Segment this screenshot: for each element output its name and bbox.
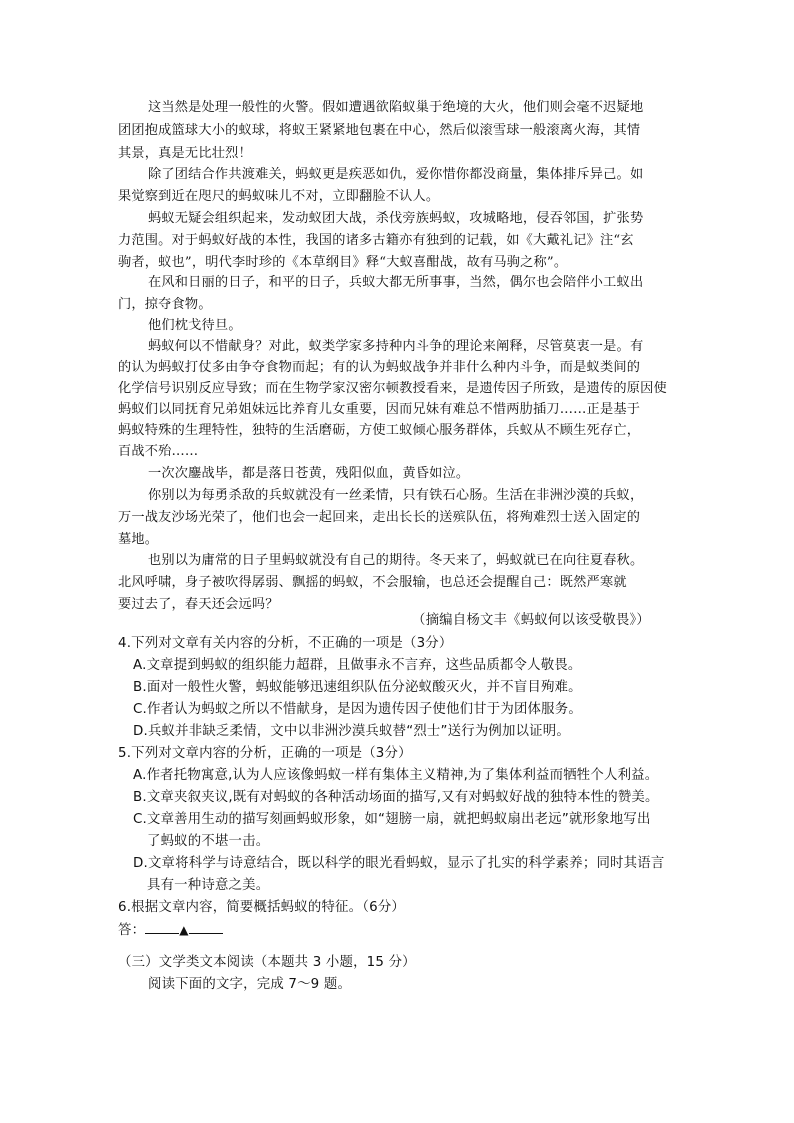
passage-line: 蚂蚁无疑会组织起来，发动蚁团大战，杀伐旁族蚂蚁，攻城略地，侵吞邻国，扩张势 (148, 211, 644, 226)
question-4-option-b: B.面对一般性火警，蚂蚁能够迅速组织队伍分泌蚁酸灭火，并不盲目殉难。 (133, 680, 582, 695)
question-5-stem: 5.下列对文章内容的分析，正确的一项是（3分） (118, 746, 412, 761)
passage-line: 也别以为庸常的日子里蚂蚁就没有自己的期待。冬天来了，蚂蚁就已在向往夏春秋。 (148, 553, 644, 568)
passage-line: 蚂蚁特殊的生理特性，独特的生活磨砺，方使工蚁倾心服务群体，兵蚁从不顾生死存亡， (118, 423, 641, 438)
passage-line: 百战不殆…… (118, 444, 199, 459)
passage-line: 在风和日丽的日子，和平的日子，兵蚁大都无所事事，当然，偶尔也会陪伴小工蚁出 (148, 275, 644, 290)
passage-line: 除了团结合作共渡难关，蚂蚁更是疾恶如仇，爱你惜你都没商量，集体排斥异己。如 (148, 167, 644, 182)
passage-line: 这当然是处理一般性的火警。假如遭遇欲陷蚁巢于绝境的大火，他们则会毫不迟疑地 (148, 100, 644, 115)
question-6-stem: 6.根据文章内容，简要概括蚂蚁的特征。（6分） (118, 900, 406, 915)
passage-line: 门，掠夺食物。 (118, 297, 212, 312)
passage-line: 果觉察到近在咫尺的蚂蚁味儿不对，立即翻脸不认人。 (118, 189, 440, 204)
question-4-option-a: A.文章提到蚂蚁的组织能力超群，且做事永不言弃，这些品质都令人敬畏。 (133, 658, 582, 673)
answer-blank-right[interactable] (189, 921, 223, 934)
question-5-option-c: C.文章善用生动的描写刻画蚂蚁形象，如“翅膀一扇，就把蚂蚁扇出老远”就形象地写出 (133, 812, 651, 827)
answer-label: 答： (118, 923, 146, 938)
passage-line: 墓地。 (118, 532, 159, 547)
question-5-option-d-cont: 具有一种诗意之美。 (147, 878, 270, 893)
passage-line: 北风呼啸，身子被吹得孱弱、飘摇的蚂蚁，不会服输，也总还会提醒自己：既然严寒就 (118, 575, 627, 590)
question-6-answer-line (118, 921, 223, 940)
answer-mark-icon: ▲ (179, 923, 189, 937)
passage-line: 团团抱成篮球大小的蚁球，将蚁王紧紧地包裹在中心，然后似滚雪球一般滚离火海，其情 (118, 123, 641, 138)
passage-line: 化学信号识别反应导致；而在生物学家汉密尔顿教授看来，是遗传因子所致，是遗传的原因使 (118, 381, 667, 396)
passage-line: 驹者，蚁也”，明代李时珍的《本草纲目》释“大蚁喜酣战，故有马驹之称”。 (118, 255, 568, 270)
question-4-option-c: C.作者认为蚂蚁之所以不惜献身，是因为遗传因子使他们甘于为团体服务。 (133, 702, 582, 717)
passage-line: 蚂蚁们以同抚育兄弟姐妹远比养育儿女重要，因而兄妹有难总不惜两肋插刀……正是基于 (118, 402, 641, 417)
question-5-option-a: A.作者托物寓意,认为人应该像蚂蚁一样有集体主义精神,为了集体利益而牺牲个人利益。 (133, 768, 659, 783)
section-3-heading: （三）文学类文本阅读（本题共 3 小题，15 分） (118, 955, 416, 970)
question-5-option-d: D.文章将科学与诗意结合，既以科学的眼光看蚂蚁，显示了扎实的科学素养；同时其语言 (133, 856, 665, 871)
question-4-option-d: D.兵蚁并非缺乏柔情，文中以非洲沙漠兵蚁替“烈士”送行为例加以证明。 (133, 724, 570, 739)
passage-line: 蚂蚁何以不惜献身？对此，蚁类学家多持种内斗争的理论来阐释，尽管莫衷一是。有 (148, 339, 644, 354)
passage-line: 要过去了，春天还会远吗？ (118, 597, 279, 612)
passage-line: 一次次鏖战毕，都是落日苍黄，残阳似血，黄昏如泣。 (148, 466, 470, 481)
passage-line: 其景，真是无比壮烈！ (118, 146, 252, 161)
passage-line: 的认为蚂蚁打仗多由争夺食物而起；有的认为蚂蚁战争并非什么种内斗争，而是蚁类间的 (118, 360, 641, 375)
passage-source: （摘编自杨文丰《蚂蚁何以该受敬畏》） (412, 613, 650, 628)
answer-blank-left[interactable] (145, 921, 179, 934)
section-3-instruction: 阅读下面的文字，完成 7～9 题。 (148, 977, 352, 992)
question-4-stem: 4.下列对文章有关内容的分析，不正确的一项是（3分） (118, 636, 453, 651)
passage-line: 他们枕戈待旦。 (148, 318, 242, 333)
passage-line: 你别以为每勇杀敌的兵蚁就没有一丝柔情，只有铁石心肠。生活在非洲沙漠的兵蚁， (148, 488, 644, 503)
passage-line: 力范围。对于蚂蚁好战的本性，我国的诸多古籍亦有独到的记载，如《大戴礼记》注“玄 (118, 233, 634, 248)
question-5-option-b: B.文章夹叙夹议,既有对蚂蚁的各种活动场面的描写,又有对蚂蚁好战的独特本性的赞美。 (133, 790, 659, 805)
passage-line: 万一战友沙场光荣了，他们也会一起回来，走出长长的送殡队伍，将殉难烈士送入固定的 (118, 510, 641, 525)
question-5-option-c-cont: 了蚂蚁的不堪一击。 (147, 834, 270, 849)
